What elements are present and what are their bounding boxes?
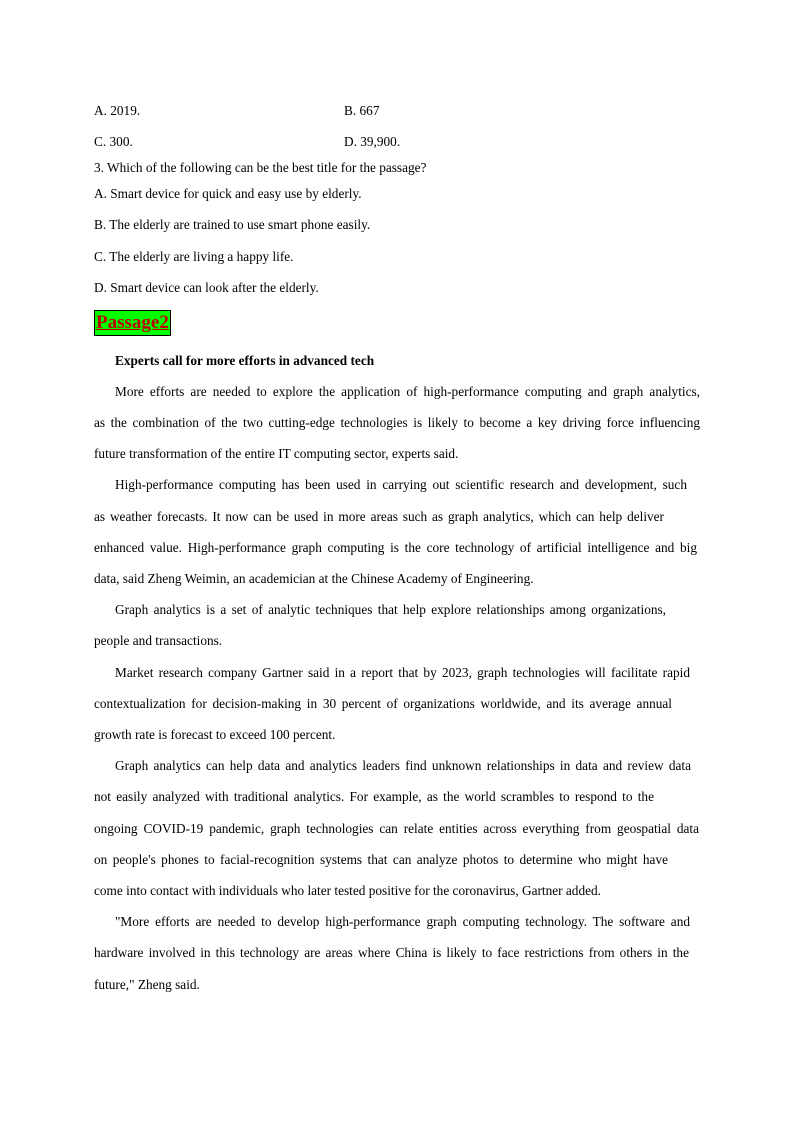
passage-title: Experts call for more efforts in advanced tech	[115, 353, 375, 368]
q2-option-a: A. 2019.	[94, 103, 141, 118]
passage-line: hardware involved in this technology are areas where China is likely to face restrictions from others in the	[94, 945, 689, 960]
passage-line: More efforts are needed to explore the application of high-performance computing and graph analytics,	[115, 384, 700, 399]
q2-option-b: B. 667	[344, 103, 380, 118]
q3-question: 3. Which of the following can be the best title for the passage?	[94, 160, 427, 175]
passage-line: on people's phones to facial-recognition systems that can analyze photos to determine who might have	[94, 852, 668, 867]
passage-line: as weather forecasts. It now can be used in more areas such as graph analytics, which can help deliver	[94, 509, 664, 524]
passage-line: High-performance computing has been used in carrying out scientific research and development, such	[115, 477, 687, 492]
passage-line: not easily analyzed with traditional analytics. For example, as the world scrambles to respond to the	[94, 789, 654, 804]
passage-line: people and transactions.	[94, 633, 223, 648]
passage-line: Graph analytics is a set of analytic techniques that help explore relationships among organizations,	[115, 602, 666, 617]
passage-line: data, said Zheng Weimin, an academician at the Chinese Academy of Engineering.	[94, 571, 534, 586]
q2-option-d: D. 39,900.	[344, 134, 401, 149]
passage-line: "More efforts are needed to develop high-performance graph computing technology. The software and	[115, 914, 690, 929]
passage-line: future transformation of the entire IT computing sector, experts said.	[94, 446, 459, 461]
passage-line: future," Zheng said.	[94, 977, 200, 992]
q3-option-a: A. Smart device for quick and easy use by elderly.	[94, 186, 362, 201]
passage-line: Graph analytics can help data and analytics leaders find unknown relationships in data and review data	[115, 758, 691, 773]
q2-option-c: C. 300.	[94, 134, 133, 149]
passage-tag: Passage2	[94, 310, 171, 336]
passage-line: ongoing COVID-19 pandemic, graph technologies can relate entities across everything from geospatial data	[94, 821, 699, 836]
passage-line: come into contact with individuals who later tested positive for the coronavirus, Gartner added.	[94, 883, 601, 898]
passage-line: growth rate is forecast to exceed 100 percent.	[94, 727, 336, 742]
passage-line: as the combination of the two cutting-edge technologies is likely to become a key driving force influencing	[94, 415, 700, 430]
passage-line: contextualization for decision-making in 30 percent of organizations worldwide, and its average annual	[94, 696, 672, 711]
q3-option-c: C. The elderly are living a happy life.	[94, 249, 294, 264]
q3-option-d: D. Smart device can look after the elderly.	[94, 280, 319, 295]
passage-line: Market research company Gartner said in a report that by 2023, graph technologies will facilitate rapid	[115, 665, 690, 680]
passage-line: enhanced value. High-performance graph computing is the core technology of artificial intelligence and big	[94, 540, 697, 555]
q3-option-b: B. The elderly are trained to use smart phone easily.	[94, 217, 371, 232]
